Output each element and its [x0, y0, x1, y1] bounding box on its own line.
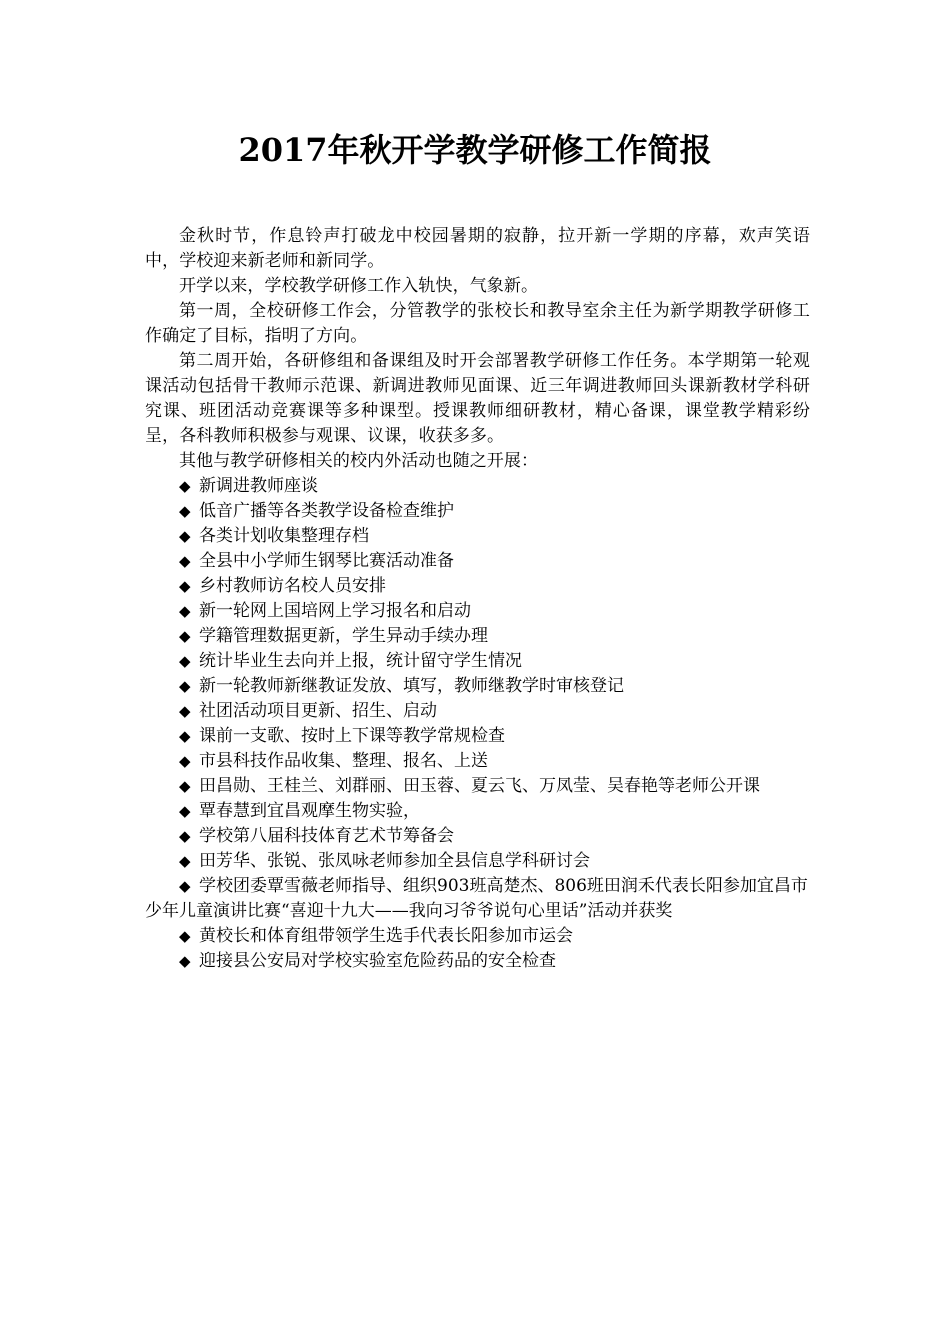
diamond-bullet-icon: ◆	[179, 777, 191, 795]
list-item-text: 新一轮教师新继教证发放、填写，教师继教学时审核登记	[199, 676, 624, 696]
activity-list	[145, 474, 810, 974]
list-item-text: 全县中小学师生钢琴比赛活动准备	[199, 551, 454, 571]
list-item	[145, 524, 810, 549]
list-item-text: 学籍管理数据更新，学生异动手续办理	[199, 626, 488, 646]
list-item	[145, 799, 810, 824]
diamond-bullet-icon: ◆	[179, 702, 191, 720]
paragraph-overview: 开学以来，学校教学研修工作入轨快，气象新。	[179, 276, 539, 296]
paragraph-week-one: 第一周，全校研修工作会，分管教学的张校长和教导室余主任为新学期教学研修工作确定了目标，指明了方向。	[145, 301, 810, 346]
diamond-bullet-icon: ◆	[179, 552, 191, 570]
list-item	[145, 774, 810, 799]
list-item	[145, 824, 810, 849]
list-item	[145, 599, 810, 624]
list-item	[145, 624, 810, 649]
paragraph-activities-intro: 其他与教学研修相关的校内外活动也随之开展：	[179, 451, 539, 471]
list-item-text: 乡村教师访名校人员安排	[199, 576, 386, 596]
list-item	[145, 499, 810, 524]
list-item	[145, 649, 810, 674]
diamond-bullet-icon: ◆	[179, 952, 191, 970]
diamond-bullet-icon: ◆	[179, 502, 191, 520]
diamond-bullet-icon: ◆	[179, 752, 191, 770]
diamond-bullet-icon: ◆	[179, 852, 191, 870]
list-item-text: 新一轮网上国培网上学习报名和启动	[199, 601, 471, 621]
list-item	[145, 874, 810, 924]
diamond-bullet-icon: ◆	[179, 727, 191, 745]
list-item	[145, 574, 810, 599]
diamond-bullet-icon: ◆	[179, 527, 191, 545]
diamond-bullet-icon: ◆	[179, 627, 191, 645]
list-item-text: 学校团委覃雪薇老师指导、组织903班高楚杰、806班田润禾代表长阳参加宜昌市少年儿童演讲比赛“喜迎十九大——我向习爷爷说句心里话”活动并获奖	[145, 876, 808, 921]
diamond-bullet-icon: ◆	[179, 802, 191, 820]
list-item-text: 统计毕业生去向并上报，统计留守学生情况	[199, 651, 522, 671]
list-item-text: 田昌勋、王桂兰、刘群丽、田玉蓉、夏云飞、万凤莹、吴春艳等老师公开课	[199, 776, 760, 796]
list-item-text: 课前一支歌、按时上下课等教学常规检查	[199, 726, 505, 746]
list-item-text: 低音广播等各类教学设备检查维护	[199, 501, 454, 521]
diamond-bullet-icon: ◆	[179, 652, 191, 670]
diamond-bullet-icon: ◆	[179, 677, 191, 695]
list-item	[145, 924, 810, 949]
list-item-text: 市县科技作品收集、整理、报名、上送	[199, 751, 488, 771]
diamond-bullet-icon: ◆	[179, 827, 191, 845]
document-title: 2017年秋开学教学研修工作简报	[238, 131, 712, 169]
list-item	[145, 674, 810, 699]
paragraph-intro: 金秋时节，作息铃声打破龙中校园暑期的寂静，拉开新一学期的序幕，欢声笑语中，学校迎来新老师和新同学。	[145, 226, 810, 271]
list-item	[145, 724, 810, 749]
diamond-bullet-icon: ◆	[179, 577, 191, 595]
list-item-text: 田芳华、张锐、张凤咏老师参加全县信息学科研讨会	[199, 851, 590, 871]
list-item-text: 黄校长和体育组带领学生选手代表长阳参加市运会	[199, 926, 573, 946]
list-item-text: 各类计划收集整理存档	[199, 526, 369, 546]
list-item-text: 学校第八届科技体育艺术节筹备会	[199, 826, 454, 846]
list-item	[145, 549, 810, 574]
list-item-text: 覃春慧到宜昌观摩生物实验，	[199, 801, 420, 821]
diamond-bullet-icon: ◆	[179, 477, 191, 495]
list-item	[145, 699, 810, 724]
diamond-bullet-icon: ◆	[179, 927, 191, 945]
paragraph-week-two: 第二周开始，各研修组和备课组及时开会部署教学研修工作任务。本学期第一轮观课活动包括骨干教师示范课、新调进教师见面课、近三年调进教师回头课新教材学科研究课、班团活动竞赛课等多种课型。授课教师细研教材，精心备课，课堂教学精彩纷呈，各科教师积极参与观课、议课，收获多多。	[145, 351, 810, 446]
list-item	[145, 949, 810, 974]
diamond-bullet-icon: ◆	[179, 602, 191, 620]
list-item	[145, 849, 810, 874]
diamond-bullet-icon: ◆	[179, 877, 191, 895]
list-item	[145, 474, 810, 499]
list-item-text: 新调进教师座谈	[199, 476, 318, 496]
document-body	[145, 224, 810, 974]
list-item-text: 迎接县公安局对学校实验室危险药品的安全检查	[199, 951, 556, 971]
list-item-text: 社团活动项目更新、招生、启动	[199, 701, 437, 721]
list-item	[145, 749, 810, 774]
